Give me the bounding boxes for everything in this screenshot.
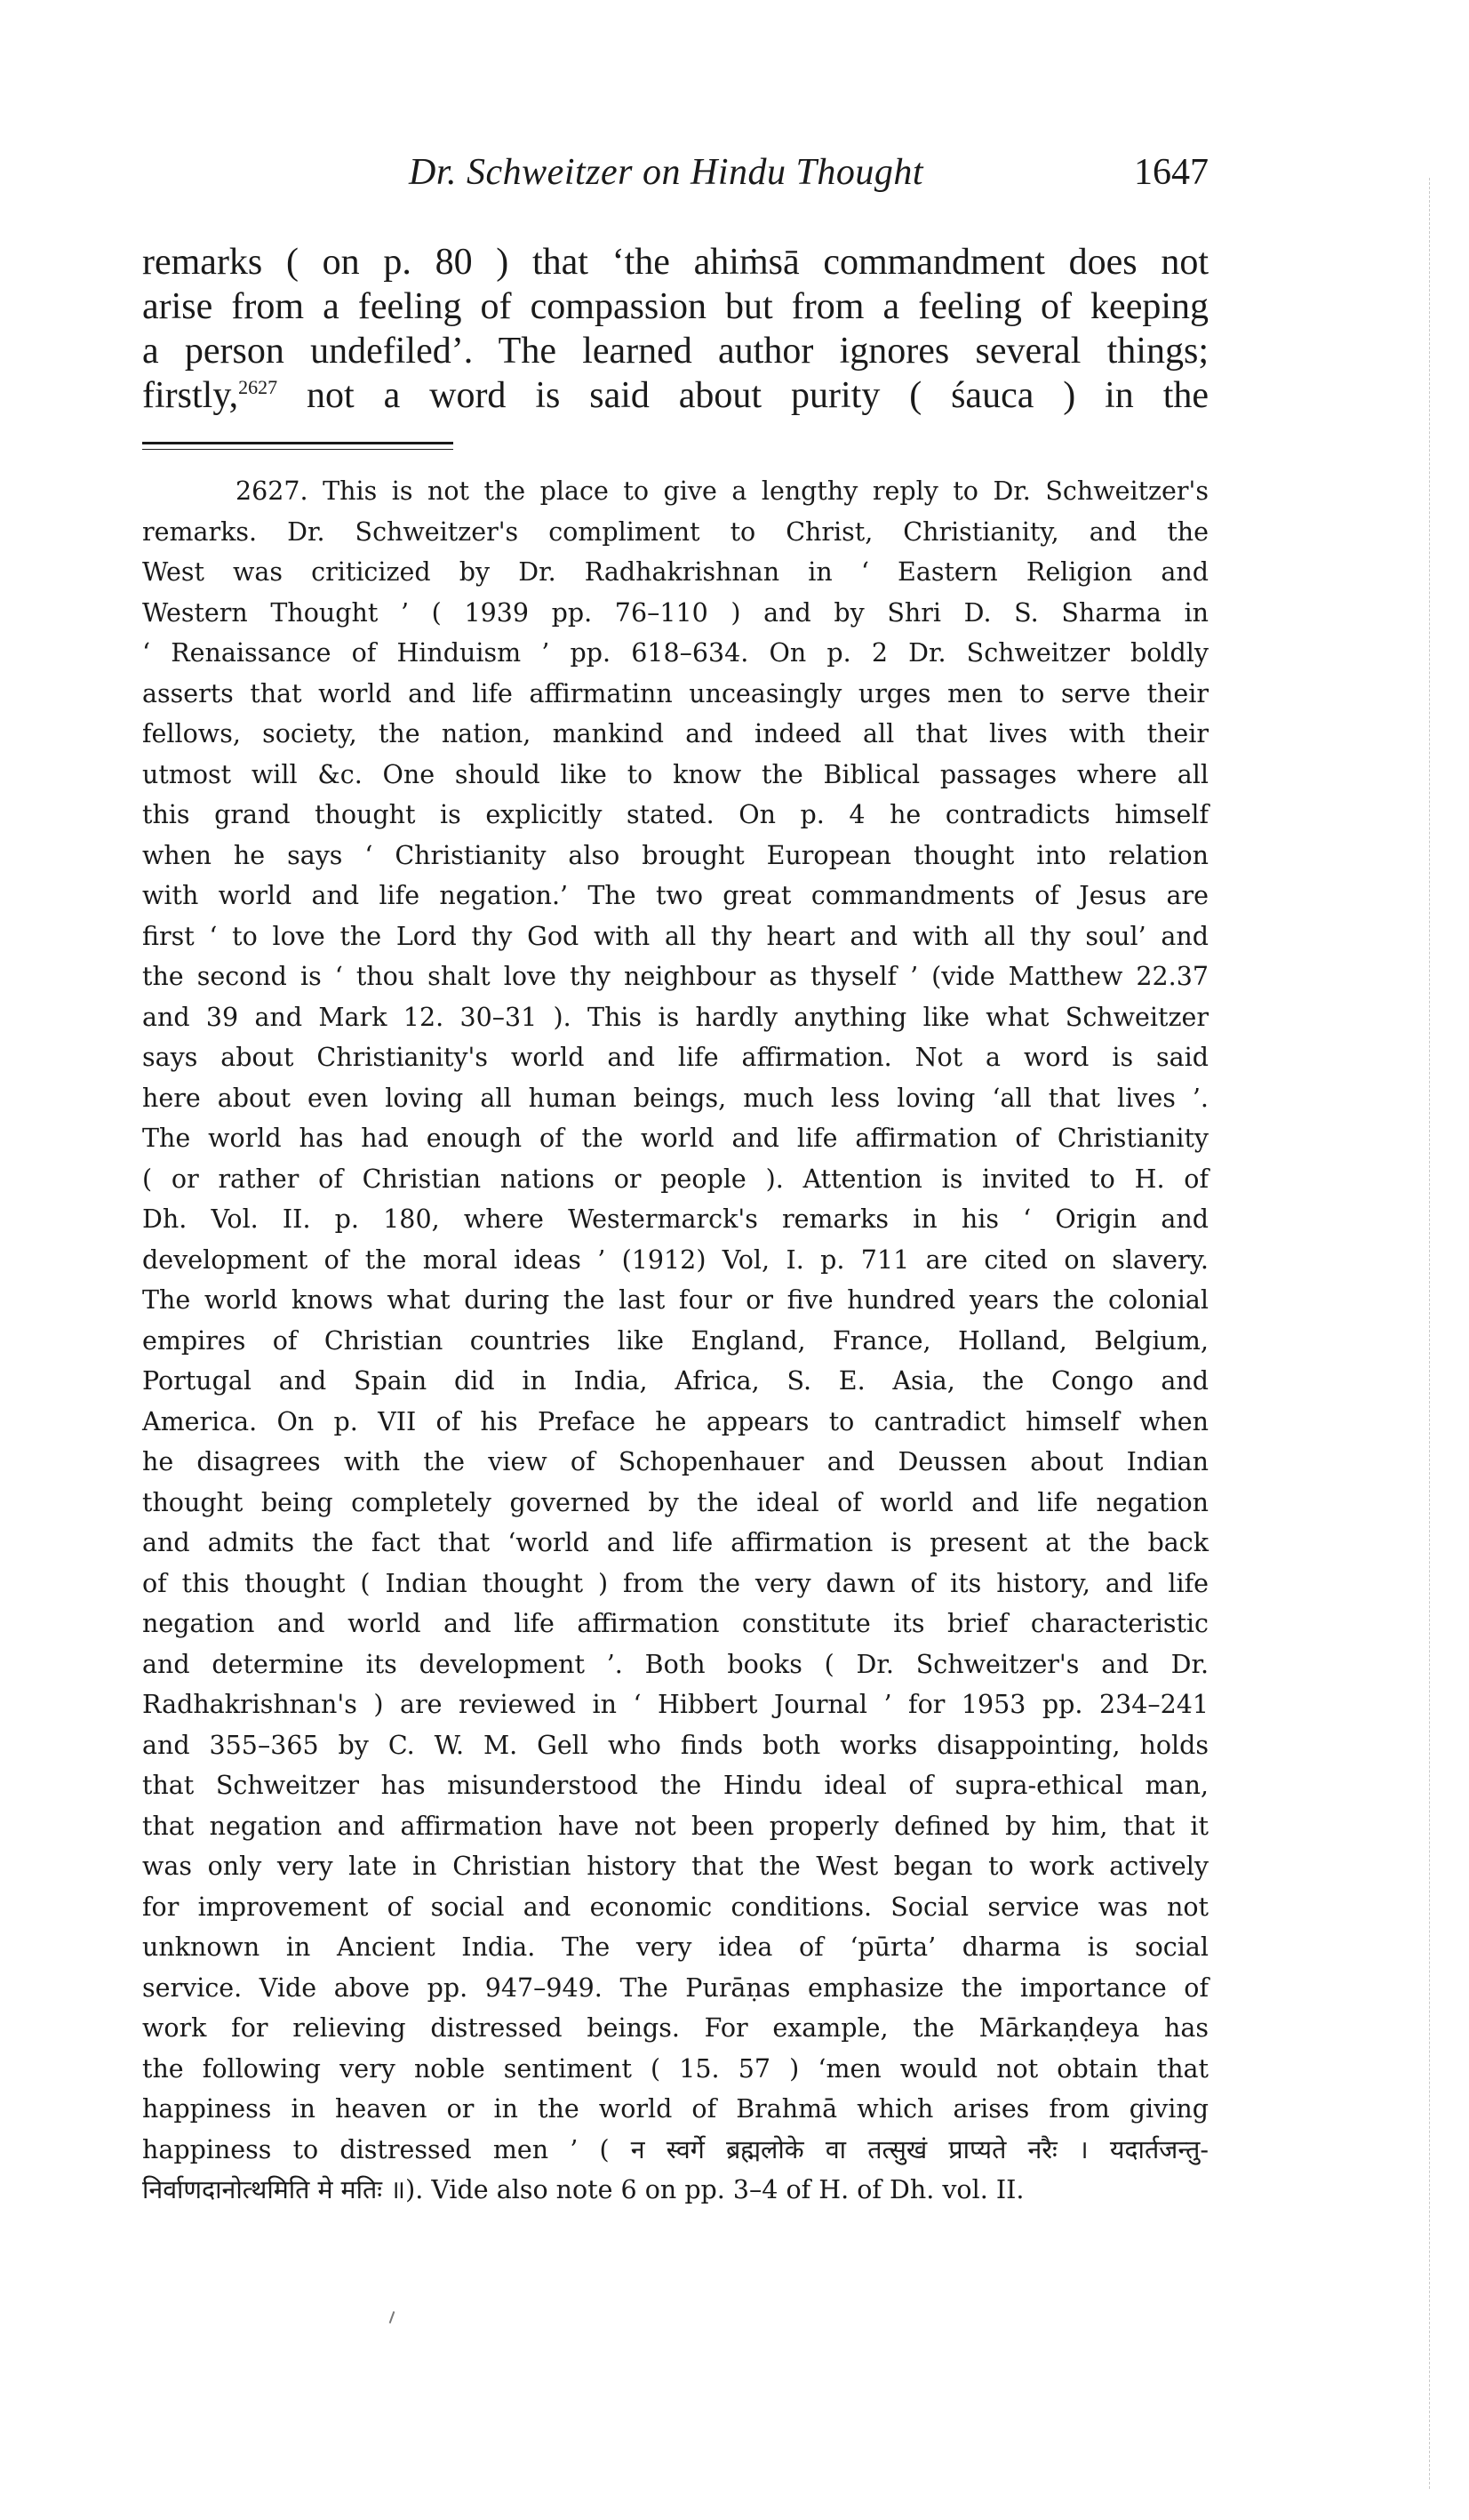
stray-mark (389, 2311, 395, 2324)
footnote-line: development of the moral ideas ’ (1912) Vol, I. p. 711 are cited on slavery. (142, 1244, 1209, 1275)
footnote-line: this grand thought is explicitly stated. On p. 4 he contradicts himself (142, 800, 1209, 829)
main-text-line: a person undefiled’. The learned author ignores several things; (142, 331, 1209, 372)
main-text-line: arise from a feeling of compassion but from a feeling of keeping (142, 286, 1209, 327)
line-remainder: not a word is said about purity ( śauca ) in the (307, 375, 1210, 416)
page-edge-marks (1429, 178, 1432, 2489)
footnote-line: that negation and affirmation have not been properly defined by him, that it (142, 1811, 1209, 1841)
footnote-line: West was criticized by Dr. Radhakrishnan in ‘ Eastern Religion and (142, 557, 1209, 587)
footnote-line: America. On p. VII of his Preface he appears to cantradict himself when (142, 1406, 1209, 1436)
footnote-line: with world and life negation.’ The two great commandments of Jesus are (142, 881, 1209, 910)
footnote (142, 471, 1209, 2211)
footnote-line: was only very late in Christian history that the West began to work actively (142, 1852, 1209, 1881)
footnote-line: utmost will &c. One should like to know the Biblical passages where all (142, 759, 1209, 789)
main-text-line (142, 373, 1209, 418)
footnote-line: happiness to distressed men ’ ( न स्वर्गे ब्रह्मलोके वा तत्सुखं प्राप्यते नरैः । यदार्तजन्तु- (142, 2134, 1209, 2164)
footnote-line: The world knows what during the last four or five hundred years the colonial (142, 1285, 1209, 1315)
footnote-line: thought being completely governed by the ideal of world and life negation (142, 1487, 1209, 1517)
footnote-number: 2627. (236, 476, 308, 506)
footnote-line: and determine its development ’. Both books ( Dr. Schweitzer's and Dr. (142, 1649, 1209, 1679)
footnote-line: when he says ‘ Christianity also brought European thought into relation (142, 840, 1209, 870)
footnote-line: fellows, society, the nation, mankind and indeed all that lives with their (142, 719, 1209, 748)
page-number: 1647 (1134, 152, 1209, 193)
footnote-line: and 39 and Mark 12. 30–31 ). This is hardly anything like what Schweitzer (142, 1002, 1209, 1032)
footnote-line: says about Christianity's world and life affirmation. Not a word is said (142, 1043, 1209, 1072)
footnote-line: The world has had enough of the world and life affirmation of Christianity (142, 1124, 1209, 1153)
footnote-line: Portugal and Spain did in India, Africa, S. E. Asia, the Congo and (142, 1366, 1209, 1396)
footnote-line: negation and world and life affirmation constitute its brief characteristic (142, 1609, 1209, 1638)
footnote-line: 2627. This is not the place to give a lengthy reply to Dr. Schweitzer's (236, 476, 1209, 506)
footnote-line: the second is ‘ thou shalt love thy neighbour as thyself ’ (vide Matthew 22.37 (142, 962, 1209, 991)
main-text (142, 240, 1209, 418)
footnote-line: asserts that world and life affirmatinn unceasingly urges men to serve their (142, 678, 1209, 708)
running-title: Dr. Schweitzer on Hindu Thought (409, 152, 924, 193)
footnote-line: of this thought ( Indian thought ) from the very dawn of its history, and life (142, 1568, 1209, 1598)
footnote-line: happiness in heaven or in the world of Brahmā which arises from giving (142, 2094, 1209, 2124)
footnote-line: and admits the fact that ‘world and life affirmation is present at the back (142, 1528, 1209, 1557)
footnote-line: work for relieving distressed beings. For example, the Mārkaṇḍeya has (142, 2013, 1209, 2043)
footnote-line: Radhakrishnan's ) are reviewed in ‘ Hibbert Journal ’ for 1953 pp. 234–241 (142, 1690, 1209, 1719)
footnote-line: unknown in Ancient India. The very idea of ‘pūrta’ dharma is social (142, 1932, 1209, 1962)
running-head (142, 151, 1209, 204)
footnote-line: he disagrees with the view of Schopenhauer and Deussen about Indian (142, 1447, 1209, 1476)
footnote-line: ( or rather of Christian nations or people ). Attention is invited to H. of (142, 1164, 1209, 1194)
main-text-line: remarks ( on p. 80 ) that ‘the ahiṁsā commandment does not (142, 242, 1209, 283)
footnote-line: for improvement of social and economic conditions. Social service was not (142, 1892, 1209, 1922)
footnote-line: ‘ Renaissance of Hinduism ’ pp. 618–634. On p. 2 Dr. Schweitzer boldly (142, 638, 1209, 668)
footnote-line: remarks. Dr. Schweitzer's compliment to Christ, Christianity, and the (142, 516, 1209, 547)
footnote-line: first ‘ to love the Lord thy God with all thy heart and with all thy soul’ and (142, 921, 1209, 951)
footnote-separator-thin (142, 449, 453, 450)
footnote-reference[interactable]: 2627 (238, 376, 278, 398)
footnote-line: Western Thought ’ ( 1939 pp. 76–110 ) and by Shri D. S. Sharma in (142, 597, 1209, 628)
footnote-line: that Schweitzer has misunderstood the Hindu ideal of supra-ethical man, (142, 1771, 1209, 1800)
line-prefix: firstly, (142, 375, 239, 416)
footnote-line: Dh. Vol. II. p. 180, where Westermarck's remarks in his ‘ Origin and (142, 1204, 1209, 1234)
footnote-line: निर्वाणदानोत्थमिति मे मतिः ॥). Vide also note 6 on pp. 3–4 of H. of Dh. vol. II. (142, 2175, 1025, 2204)
footnote-line: here about even loving all human beings, much less loving ‘all that lives ’. (142, 1083, 1209, 1113)
footnote-separator (142, 442, 453, 444)
footnote-line: the following very noble sentiment ( 15. 57 ) ‘men would not obtain that (142, 2053, 1209, 2084)
footnote-line: service. Vide above pp. 947–949. The Purāṇas emphasize the importance of (142, 1972, 1209, 2003)
footnote-line: and 355–365 by C. W. M. Gell who finds both works disappointing, holds (142, 1730, 1209, 1760)
footnote-line: empires of Christian countries like England, France, Holland, Belgium, (142, 1325, 1209, 1356)
